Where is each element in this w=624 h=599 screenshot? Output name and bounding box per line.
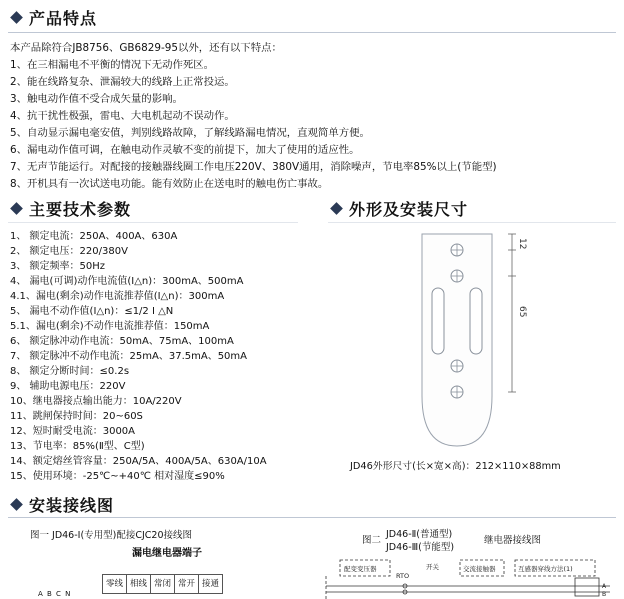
section-diamond-icon [330,202,343,215]
feature-item: 2、能在线路复杂、泄漏较大的线路上正常投运。 [10,76,235,88]
feature-item: 8、开机具有一次试送电功能。能有效防止在送电时的触电伤亡事故。 [10,178,329,190]
spec-item: 9、 辅助电源电压：220V [10,381,126,392]
spec-item: 5、 漏电不动作值(I△n)：≤1/2 I △N [10,306,174,317]
dimensions-title: 外形及安装尺寸 [349,200,469,219]
section-diamond-icon [10,498,23,511]
features-header [8,6,97,29]
fig2-line1: JD46-Ⅱ(普通型) [386,529,453,540]
divider [8,222,298,223]
divider [8,517,616,518]
spec-item: 5.1、漏电(剩余)不动作电流推荐值：150mA [10,321,210,332]
fig2-prefix: 图二 [362,535,382,546]
fig2-label: RTO [396,572,410,580]
spec-item: 1、 额定电流：250A、400A、630A [10,231,178,242]
section-diamond-icon [10,11,23,24]
terminal-col: 接通 [201,579,219,589]
spec-item: 11、跳闸保持时间：20~60S [10,411,143,422]
spec-item: 8、 额定分断时间：≤0.2s [10,366,130,377]
feature-item: 5、自动显示漏电毫安值，判别线路故障，了解线路漏电情况，直观简单方便。 [10,127,370,139]
divider [8,32,616,33]
feature-item: 6、漏电动作值可调，在触电动作灵敏不变的前提下，加大了使用的适应性。 [10,144,360,156]
section-diamond-icon [10,202,23,215]
spec-item: 10、继电器接点输出能力：10A/220V [10,396,182,407]
specs-title: 主要技术参数 [29,200,132,219]
fig2-label: 互感器穿线方法(1) [518,565,573,573]
fig2-suffix: 继电器接线图 [484,535,542,546]
terminal-col: 零线 [103,575,127,593]
feature-item: 1、在三相漏电不平衡的情况下无动作死区。 [10,59,215,71]
fig2-phase-label: A [602,583,607,590]
spec-item: 13、节电率：85%(Ⅱ型、C型) [10,441,145,452]
spec-item: 4.1、漏电(剩余)动作电流推荐值(I△n)：300mA [10,291,225,302]
features-intro: 本产品除符合JB8756、GB6829-95以外，还有以下特点： [10,42,282,54]
fig2-phase-label: B [602,591,607,598]
terminal-col: 常闭 [151,575,175,593]
spec-item: 12、短时耐受电流：3000A [10,426,136,437]
terminal-col: 相线 [127,575,151,593]
feature-item: 7、无声节能运行。对配接的接触器线圈工作电压220V、380V通用，消除噪声，节电率85%以上(节能型) [10,161,497,173]
feature-item: 4、抗干扰性极强，雷电、大电机起动不误动作。 [10,110,235,122]
specs-header [8,197,131,220]
fig1-caption: 图一 JD46-Ⅰ(专用型)配接CJC20接线图 [30,530,193,541]
fig2-label: 交流接触器 [463,565,496,573]
spec-item: 4、 漏电(可调)动作电流值(I△n)：300mA、500mA [10,276,244,287]
spec-item: 7、 额定脉冲不动作电流：25mA、37.5mA、50mA [10,351,248,362]
spec-item: 14、额定熔丝管容量：250A/5A、400A/5A、630A/10A [10,456,267,467]
fig1-phase-labels: A B C N [38,590,72,598]
feature-item: 3、触电动作值不受合成矢量的影响。 [10,93,183,105]
spec-item: 2、 额定电压：220/380V [10,246,128,257]
spec-item: 6、 额定脉冲动作电流：50mA、75mA、100mA [10,336,234,347]
fig1-subtitle: 漏电继电器端子 [132,548,202,559]
divider [328,222,616,223]
fig2-wiring-diagram [320,556,616,599]
dim-main-label: 65 [517,306,527,318]
mounting-bracket-drawing [400,228,540,460]
spec-item: 3、 额定频率：50Hz [10,261,106,272]
wiring-header [8,493,114,516]
dimensions-header [328,197,468,220]
fig2-label: 开关 [426,563,439,571]
fig2-label: 配变变压器 [344,565,377,573]
features-title: 产品特点 [29,9,98,28]
dimensions-caption: JD46外形尺寸(长×宽×高)：212×110×88mm [350,461,561,472]
fig2-line2: JD46-Ⅲ(节能型) [386,542,455,553]
fig1-terminal-table [102,574,223,594]
terminal-col: 常开 [175,575,199,593]
wiring-title: 安装接线图 [29,496,115,515]
spec-item: 15、使用环境：-25℃~+40℃ 相对湿度≤90% [10,471,225,482]
dim-top-label: 12 [517,238,527,250]
